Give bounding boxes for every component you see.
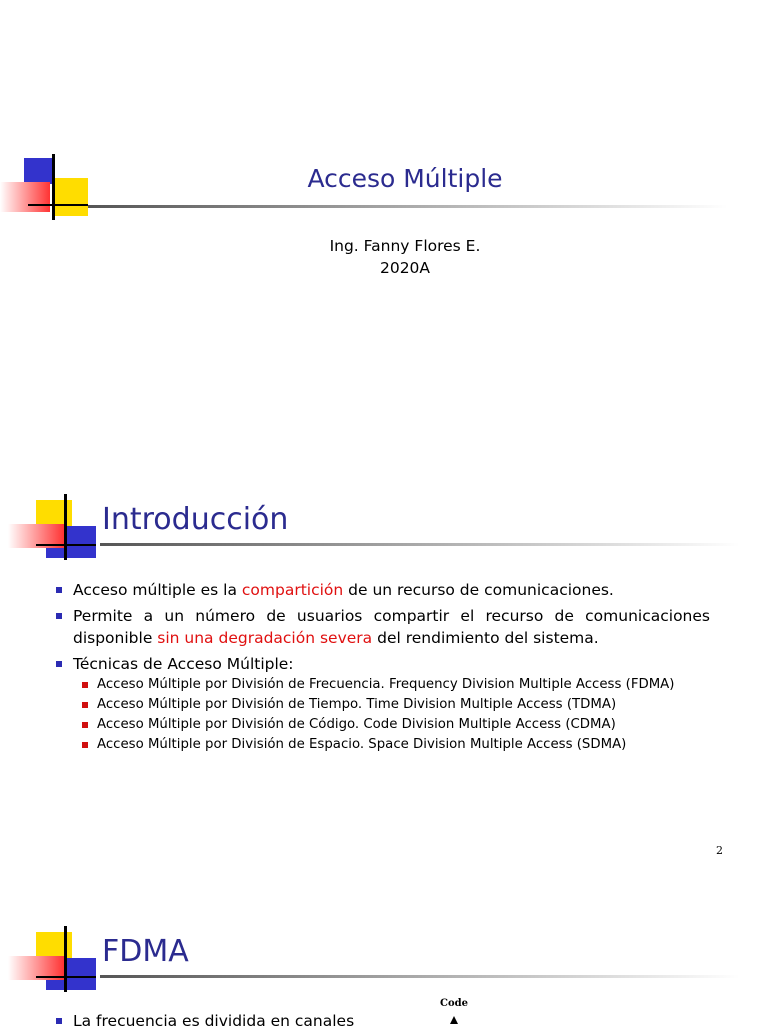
sub-bullet-text: Acceso Múltiple por División de Código. Code Division Multiple Access (CDMA) xyxy=(97,717,616,732)
bullet-item xyxy=(56,1010,710,1032)
sub-bullet-text: Acceso Múltiple por División de Frecuencia. Frequency Division Multiple Access (FDMA) xyxy=(97,677,675,692)
section-heading: Introducción xyxy=(102,502,289,537)
bullet-text: La frecuencia es dividida en canales xyxy=(73,1012,355,1030)
arrow-up-icon xyxy=(450,1016,458,1024)
bullet-marker xyxy=(56,1018,62,1024)
bullet-text: Acceso múltiple es la xyxy=(73,581,242,599)
axis-label: Code xyxy=(440,998,468,1009)
highlight-text: compartición xyxy=(241,581,344,599)
slide-title: Acceso Múltiple xyxy=(307,164,503,193)
bullet-text: Técnicas de Acceso Múltiple: xyxy=(73,655,294,673)
heading-underline xyxy=(100,975,740,978)
term-label: 2020A xyxy=(379,259,431,277)
sub-bullet-text: Acceso Múltiple por División de Espacio. Space Division Multiple Access (SDMA) xyxy=(97,737,627,752)
bullet-text: del rendimiento del sistema. xyxy=(372,629,599,647)
sub-bullet-text: Acceso Múltiple por División de Tiempo. Time Division Multiple Access (TDMA) xyxy=(97,697,617,712)
bullet-text: de un recurso de comunicaciones. xyxy=(343,581,614,599)
author-name: Ing. Fanny Flores E. xyxy=(329,237,481,255)
page-number: 2 xyxy=(716,844,723,857)
highlight-text: sin una degradación severa xyxy=(157,629,373,647)
bullet-text: Permite a un número de usuarios compartir el recurso de comunicaciones disponible xyxy=(73,607,710,647)
section-heading: FDMA xyxy=(102,934,189,969)
